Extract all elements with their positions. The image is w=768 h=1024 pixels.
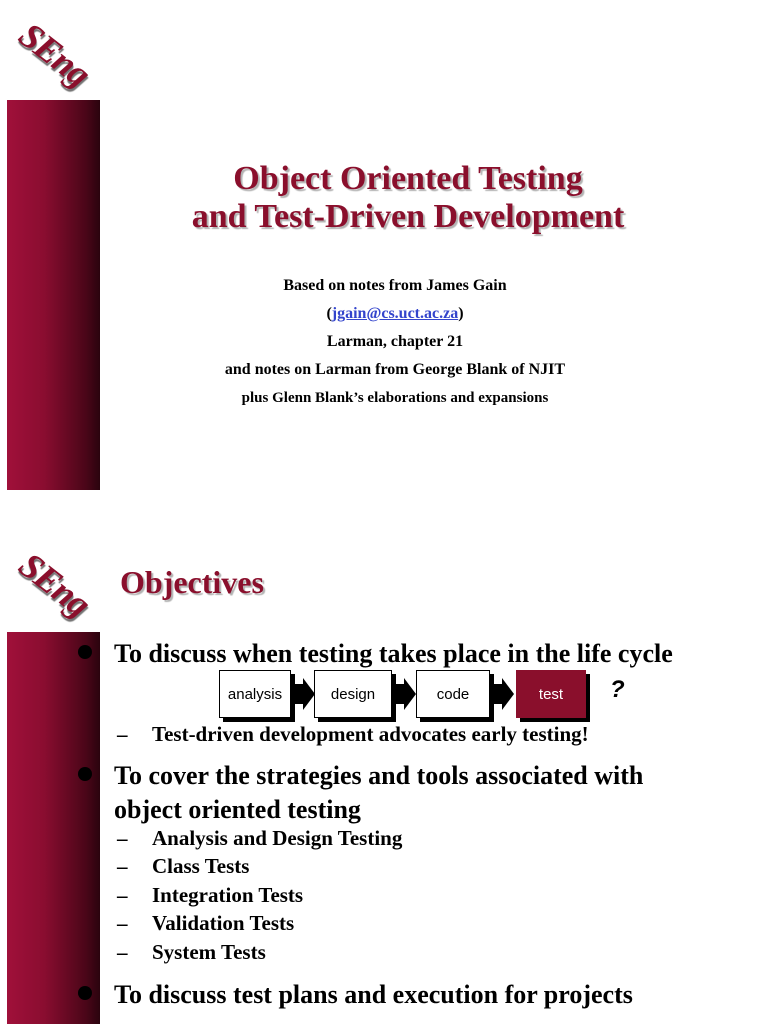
title-line-2: and Test-Driven Development (191, 198, 625, 235)
email-link[interactable]: jgain@cs.uct.ac.za (331, 305, 459, 322)
sub-item: Validation Tests (152, 911, 295, 935)
lifecycle-test: test (516, 670, 586, 718)
bullet-text: To discuss when testing takes place in the life cycle (114, 639, 673, 668)
side-bar (7, 632, 100, 1024)
side-bar (7, 100, 100, 490)
bullet-dot (78, 986, 92, 1000)
lifecycle-analysis: analysis (219, 670, 291, 718)
dash: – (117, 722, 128, 746)
dash: – (117, 854, 128, 878)
bullet-dot (78, 645, 92, 659)
sub-item: Test-driven development advocates early testing! (152, 722, 589, 746)
credit-line: plus Glenn Blank’s elaborations and expansions (241, 390, 549, 406)
dash: – (117, 911, 128, 935)
lifecycle-code: code (416, 670, 490, 718)
seng-logo: SEng (11, 544, 98, 625)
title-line-1: Object Oriented Testing (233, 160, 583, 197)
sub-item: System Tests (152, 940, 266, 964)
sub-item: Analysis and Design Testing (152, 826, 403, 850)
bullet-text: To cover the strategies and tools associated with object oriented testing (114, 761, 644, 824)
lifecycle-design: design (314, 670, 392, 718)
arrow-icon (490, 678, 516, 710)
credit-line: and notes on Larman from George Blank of NJIT (224, 361, 566, 378)
sub-item: Class Tests (152, 854, 250, 878)
bullet-text: To discuss test plans and execution for projects (114, 980, 633, 1009)
credit-line: Based on notes from James Gain (283, 277, 507, 294)
bullet-dot (78, 767, 92, 781)
credit-line: Larman, chapter 21 (326, 333, 464, 350)
seng-logo: SEng (11, 14, 98, 95)
dash: – (117, 940, 128, 964)
dash: – (117, 826, 128, 850)
dash: – (117, 883, 128, 907)
objectives-slide (0, 512, 768, 1024)
slide-title: Objectives (120, 564, 264, 600)
arrow-icon (392, 678, 418, 710)
slide-title (100, 160, 716, 236)
question-mark: ? (610, 676, 625, 703)
credits (150, 275, 640, 415)
credit-email-line: (jgain@cs.uct.ac.za) (326, 305, 464, 322)
sub-item: Integration Tests (152, 883, 304, 907)
